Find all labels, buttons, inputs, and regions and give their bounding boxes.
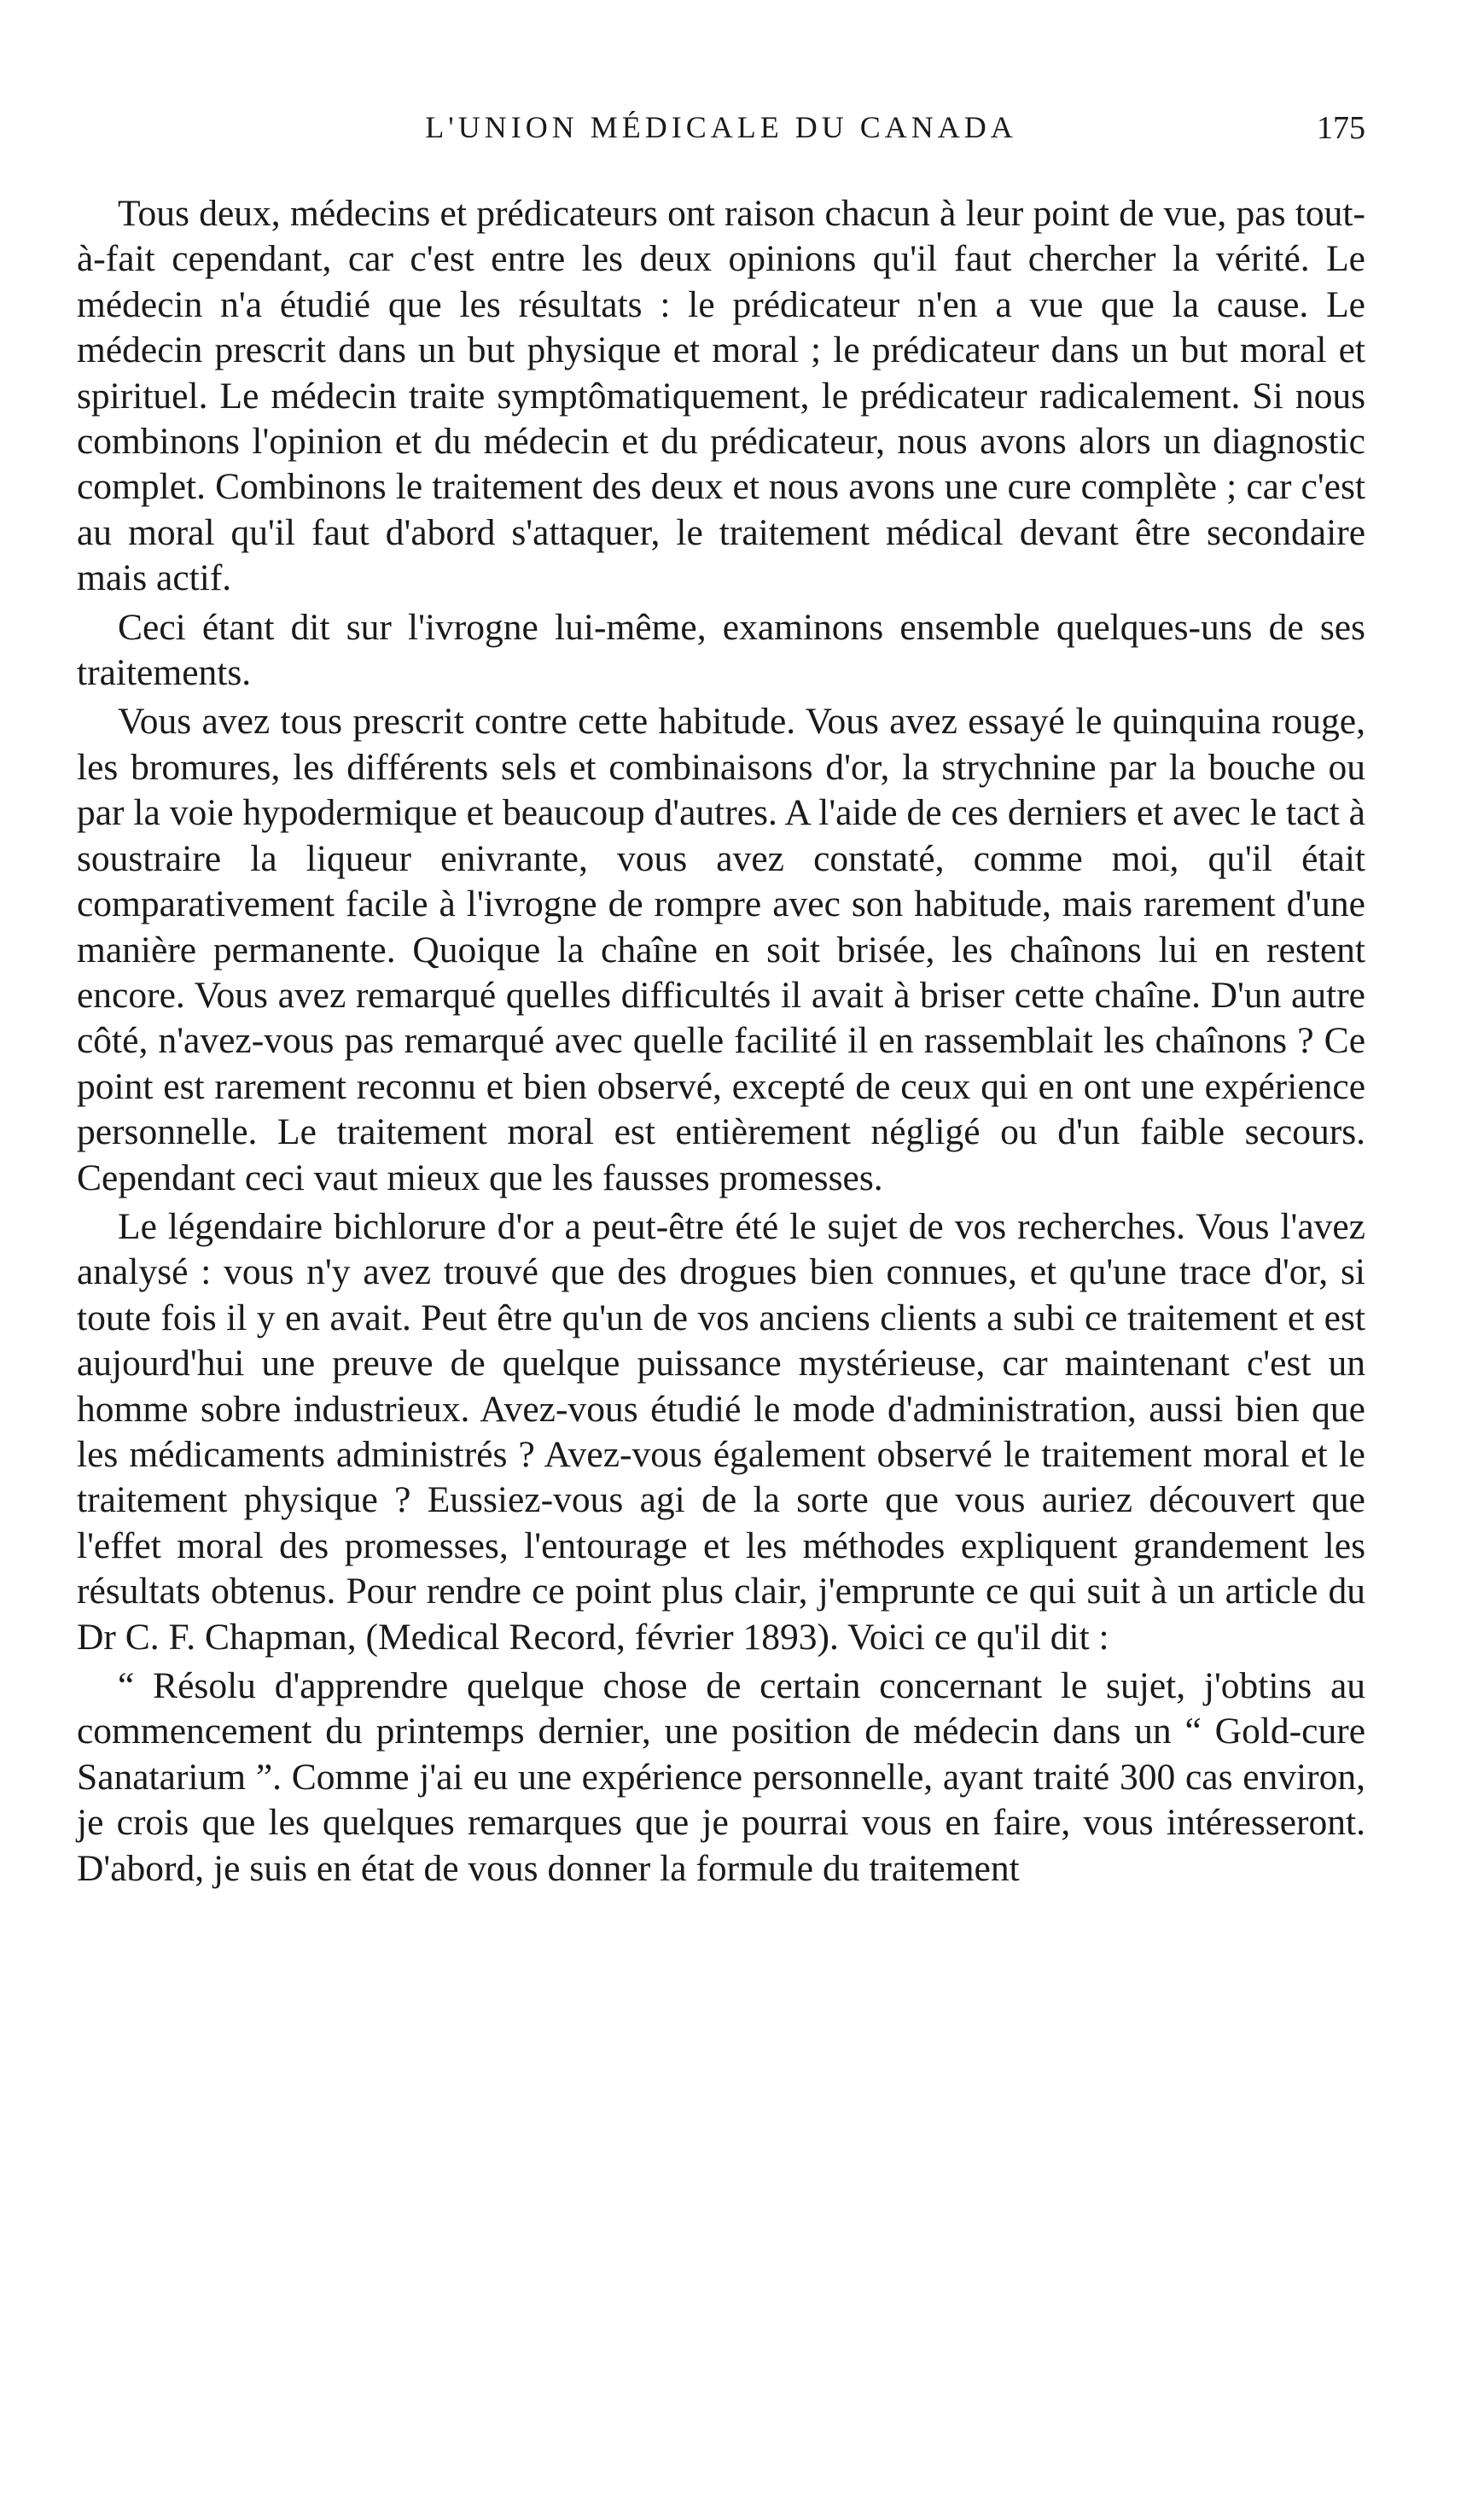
paragraph-2: Ceci étant dit sur l'ivrogne lui-même, examinons ensemble quelques-uns de ses traitements. xyxy=(77,606,1365,694)
page-number: 175 xyxy=(1317,110,1365,146)
document-page xyxy=(77,109,1365,1892)
paragraph-3: Vous avez tous prescrit contre cette habitude. Vous avez essayé le quinquina rouge, les bromures, les différents sels et combinaisons d'or, la strychnine par la bouche ou par la voie hypodermique et beaucoup d'autres. A l'aide de ces derniers et avec le tact à soustraire la liqueur enivrante, vous avez constaté, comme moi, qu'il était comparativement facile à l'ivrogne de rompre avec son habitude, mais rarement d'une manière permanente. Quoique la chaîne en soit brisée, les chaînons lui en restent encore. Vous avez remarqué quelles difficultés il avait à briser cette chaîne. D'un autre côté, n'avez-vous pas remarqué avec quelle facilité il en rassemblait les chaînons ? Ce point est rarement reconnu et bien observé, excepté de ceux qui en ont une expérience personnelle. Le traitement moral est entièrement négligé ou d'un faible secours. Cependant ceci vaut mieux que les fausses promesses. xyxy=(77,701,1365,1198)
paragraph-4: Le légendaire bichlorure d'or a peut-être été le sujet de vos recherches. Vous l'avez analysé : vous n'y avez trouvé que des drogues bien connues, et qu'une trace d'or, si toute fois il y en avait. Peut être qu'un de vos anciens clients a subi ce traitement et est aujourd'hui une preuve de quelque puissance mystérieuse, car maintenant c'est un homme sobre industrieux. Avez-vous étudié le mode d'administration, aussi bien que les médicaments administrés ? Avez-vous également observé le traitement moral et le traitement physique ? Eussiez-vous agi de la sorte que vous auriez découvert que l'effet moral des promesses, l'entourage et les méthodes expliquent grandement les résultats obtenus. Pour rendre ce point plus clair, j'emprunte ce qui suit à un article du Dr C. F. Chapman, (Medical Record, février 1893). Voici ce qu'il dit : xyxy=(77,1205,1365,1658)
paragraph-5: “ Résolu d'apprendre quelque chose de certain concernant le sujet, j'obtins au commencement du printemps dernier, une position de médecin dans un “ Gold-cure Sanatarium ”. Comme j'ai eu une expérience personnelle, ayant traité 300 cas environ, je crois que les quelques remarques que je pourrai vous en faire, vous intéresseront. D'abord, je suis en état de vous donner la formule du traitement xyxy=(77,1665,1365,1889)
paragraph-1: Tous deux, médecins et prédicateurs ont raison chacun à leur point de vue, pas tout-à-fait cependant, car c'est entre les deux opinions qu'il faut chercher la vérité. Le médecin n'a étudié que les résultats : le prédicateur n'en a vue que la cause. Le médecin prescrit dans un but physique et moral ; le prédicateur dans un but moral et spirituel. Le médecin traite symptômatiquement, le prédicateur radicalement. Si nous combinons l'opinion et du médecin et du prédicateur, nous avons alors un diagnostic complet. Combinons le traitement des deux et nous avons une cure complète ; car c'est au moral qu'il faut d'abord s'attaquer, le traitement médical devant être secondaire mais actif. xyxy=(77,193,1365,599)
running-head xyxy=(77,109,1365,152)
running-title: L'UNION MÉDICALE DU CANADA xyxy=(425,110,1017,144)
body-text xyxy=(77,191,1365,1892)
